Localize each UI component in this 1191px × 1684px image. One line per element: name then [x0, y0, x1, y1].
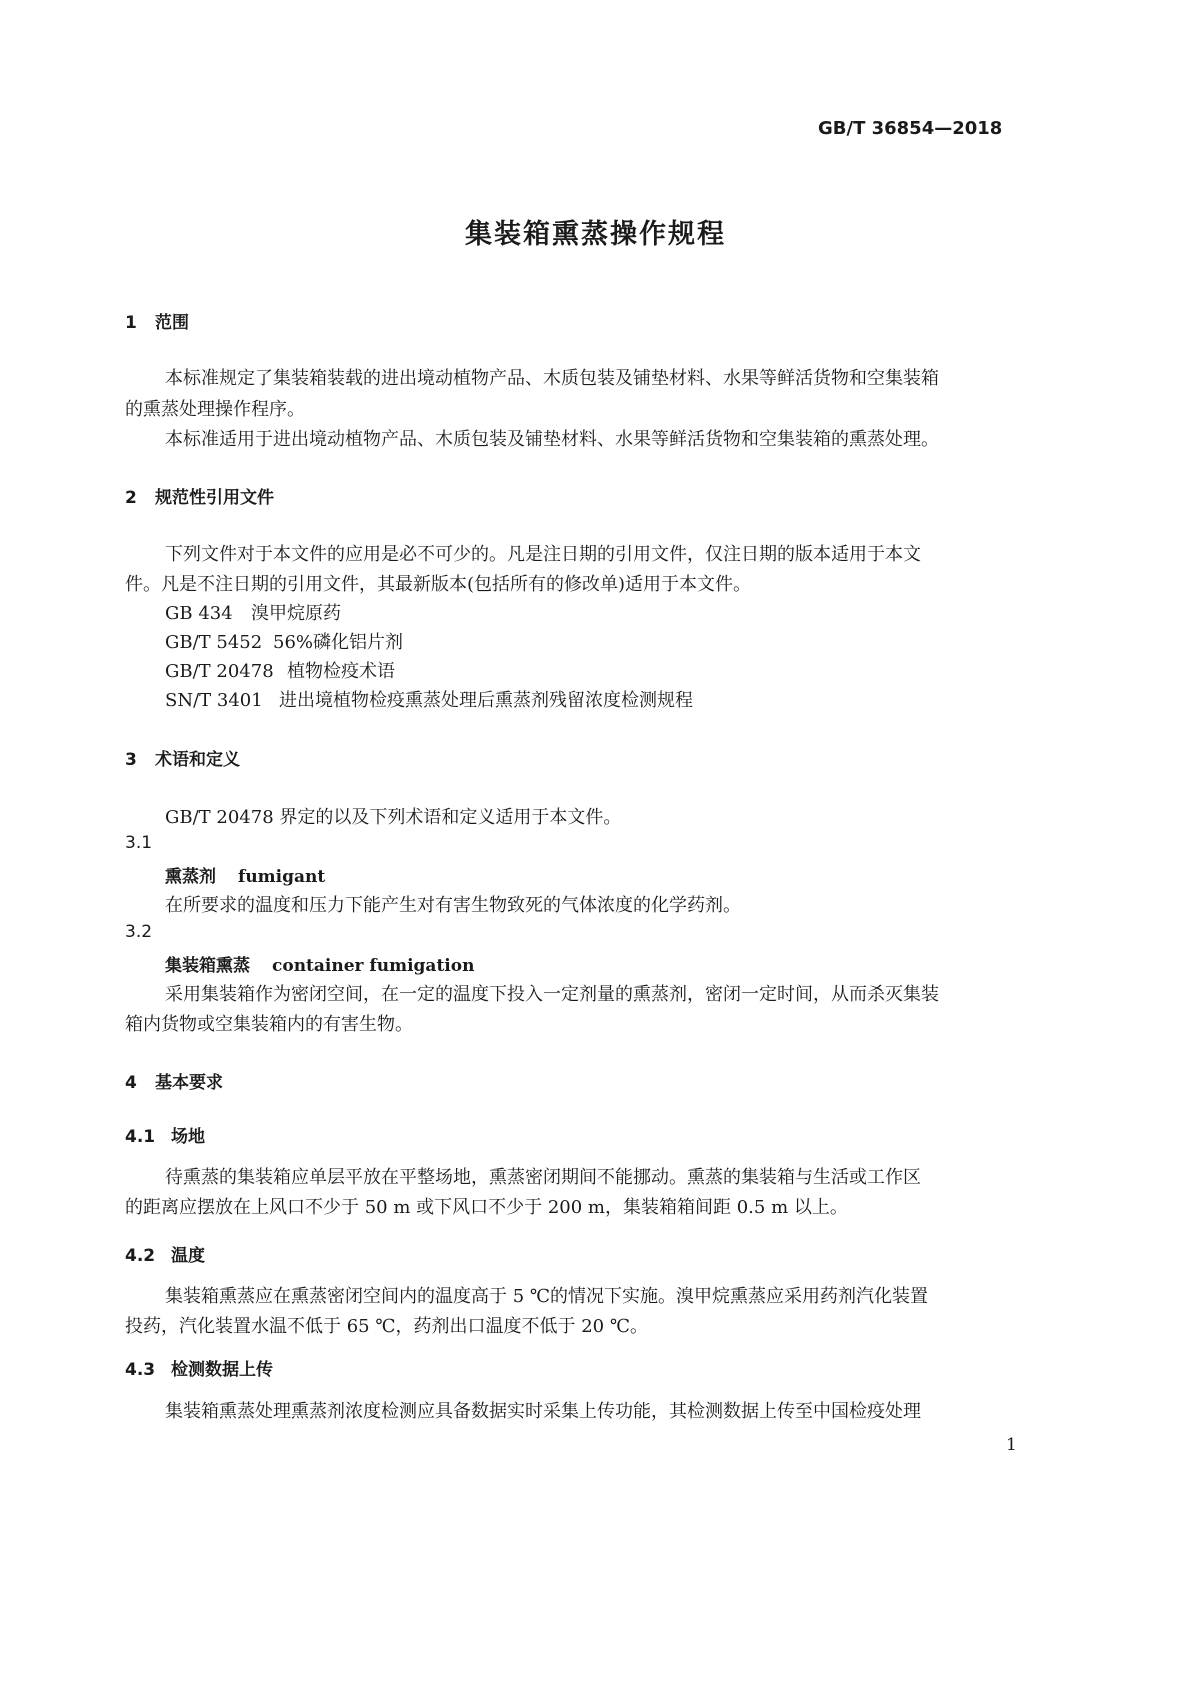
section-1-heading [125, 308, 189, 333]
term-3-2-number: 3.2 [125, 922, 153, 942]
term-3-1-definition: 在所要求的温度和压力下能产生对有害生物致死的气体浓度的化学药剂。 [165, 895, 741, 916]
section-4-3-line-1: 集装箱熏蒸处理熏蒸剂浓度检测应具备数据实时采集上传功能，其检测数据上传至中国检疫处理 [165, 1401, 921, 1422]
section-4-1-line-1: 待熏蒸的集装箱应单层平放在平整场地，熏蒸密闭期间不能挪动。熏蒸的集装箱与生活或工作区 [165, 1167, 921, 1188]
section-2-para-line-1: 下列文件对于本文件的应用是必不可少的。凡是注日期的引用文件，仅注日期的版本适用于本文 [165, 544, 921, 565]
section-2-para-line-2: 件。凡是不注日期的引用文件，其最新版本(包括所有的修改单)适用于本文件。 [125, 574, 752, 595]
term-3-2-definition-line-1: 采用集装箱作为密闭空间，在一定的温度下投入一定剂量的熏蒸剂，密闭一定时间，从而杀灭集装 [165, 984, 939, 1005]
section-title: 范围 [155, 313, 189, 333]
section-number: 4.1 [125, 1127, 156, 1147]
reference-code: GB/T 20478 [165, 661, 274, 682]
section-title: 基本要求 [155, 1073, 223, 1093]
section-title: 温度 [171, 1246, 205, 1266]
section-title: 场地 [171, 1127, 205, 1147]
normative-reference [165, 628, 403, 654]
normative-reference [165, 657, 395, 683]
term-en: container fumigation [272, 956, 475, 976]
term-zh: 集装箱熏蒸 [165, 956, 250, 976]
reference-title: 植物检疫术语 [287, 661, 395, 682]
term-3-2-definition-line-2: 箱内货物或空集装箱内的有害生物。 [125, 1014, 413, 1035]
section-number: 4.2 [125, 1246, 156, 1266]
section-1-para-2: 本标准适用于进出境动植物产品、木质包装及铺垫材料、水果等鲜活货物和空集装箱的熏蒸处理。 [165, 429, 939, 450]
section-number: 2 [125, 488, 137, 508]
term-3-1 [165, 862, 325, 887]
section-title: 术语和定义 [155, 750, 240, 770]
page-number: 1 [1006, 1435, 1017, 1455]
section-title: 规范性引用文件 [155, 488, 274, 508]
section-4-2-heading [125, 1241, 205, 1266]
section-2-heading [125, 483, 274, 508]
term-en: fumigant [238, 867, 326, 887]
term-zh: 熏蒸剂 [165, 867, 216, 887]
section-4-1-line-2: 的距离应摆放在上风口不少于 50 m 或下风口不少于 200 m，集装箱箱间距 0.5 m 以上。 [125, 1197, 848, 1218]
section-4-heading [125, 1068, 223, 1093]
section-1-para-1-line-1: 本标准规定了集装箱装载的进出境动植物产品、木质包装及铺垫材料、水果等鲜活货物和空集装箱 [165, 368, 939, 389]
reference-code: GB/T 5452 [165, 632, 263, 653]
standard-number: GB/T 36854—2018 [818, 118, 1003, 139]
term-3-2 [165, 951, 474, 976]
document-title: 集装箱熏蒸操作规程 [465, 219, 726, 250]
reference-title: 进出境植物检疫熏蒸处理后熏蒸剂残留浓度检测规程 [279, 690, 693, 711]
section-number: 4.3 [125, 1360, 156, 1380]
reference-title: 溴甲烷原药 [251, 603, 341, 624]
section-1-para-1-line-2: 的熏蒸处理操作程序。 [125, 399, 305, 420]
section-3-heading [125, 745, 240, 770]
normative-reference [165, 599, 341, 625]
term-3-1-number: 3.1 [125, 833, 153, 853]
section-3-intro: GB/T 20478 界定的以及下列术语和定义适用于本文件。 [165, 807, 622, 828]
section-number: 3 [125, 750, 137, 770]
normative-reference [165, 686, 693, 712]
reference-title: 56%磷化铝片剂 [273, 632, 404, 653]
section-4-2-line-2: 投药，汽化装置水温不低于 65 ℃，药剂出口温度不低于 20 ℃。 [125, 1316, 648, 1337]
section-4-3-heading [125, 1355, 273, 1380]
reference-code: GB 434 [165, 603, 233, 624]
section-4-2-line-1: 集装箱熏蒸应在熏蒸密闭空间内的温度高于 5 ℃的情况下实施。溴甲烷熏蒸应采用药剂汽化装置 [165, 1286, 929, 1307]
section-number: 1 [125, 313, 137, 333]
section-4-1-heading [125, 1122, 205, 1147]
section-title: 检测数据上传 [171, 1360, 273, 1380]
reference-code: SN/T 3401 [165, 690, 263, 711]
section-number: 4 [125, 1073, 137, 1093]
